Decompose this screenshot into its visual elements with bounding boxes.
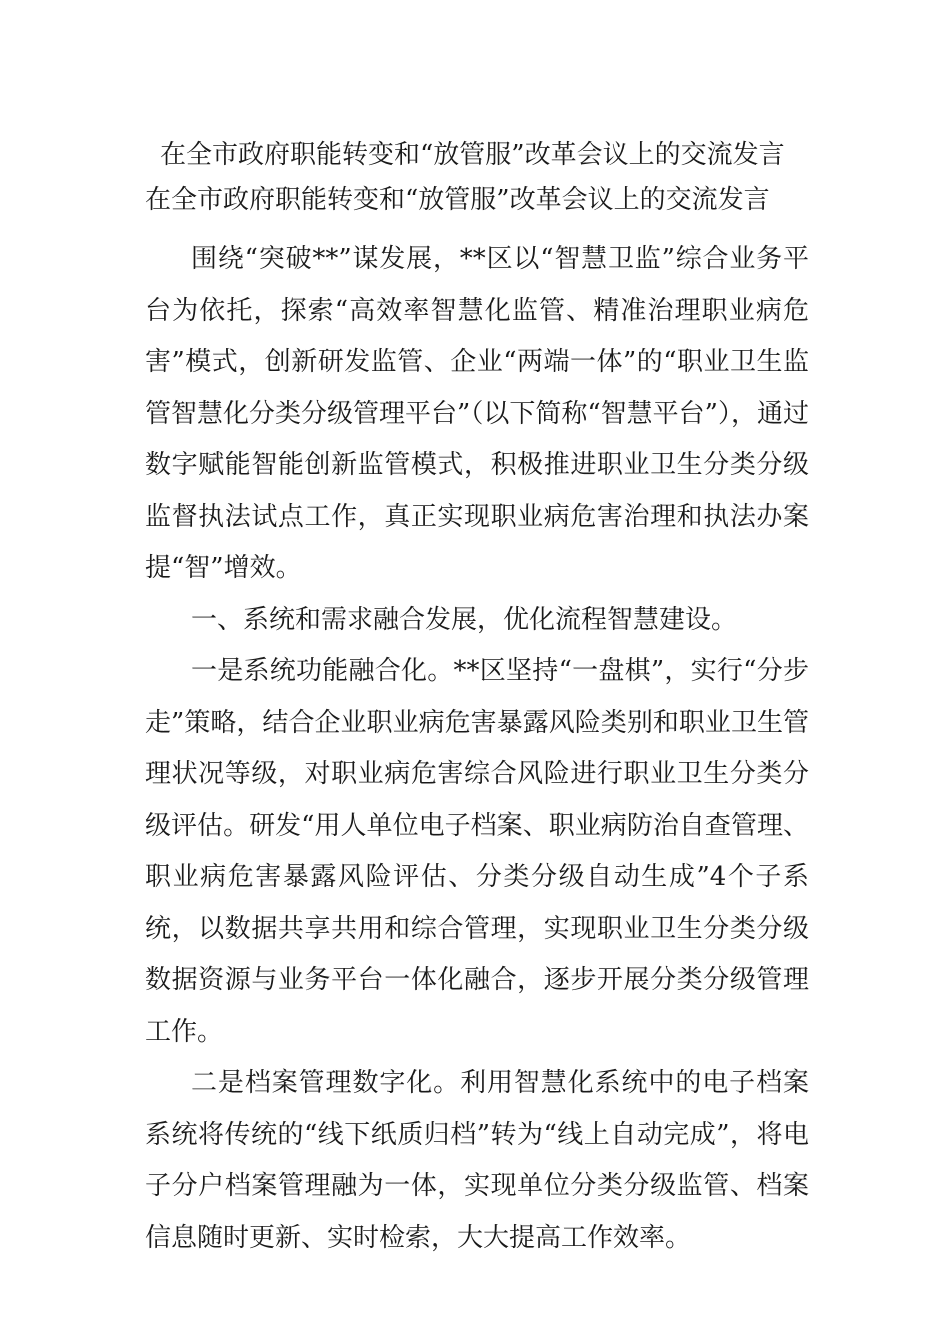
document-title: 在全市政府职能转变和“放管服”改革会议上的交流发言 [160,140,785,170]
document-subtitle: 在全市政府职能转变和“放管服”改革会议上的交流发言 [145,185,770,215]
paragraph-intro: 围绕“突破**”谋发展，**区以“智慧卫监”综合业务平台为依托，探索“高效率智慧化监管、精准治理职业病危害”模式，创新研发监管、企业“两端一体”的“职业卫生监管智慧化分类分级管理平台”（以下简称“智慧平台”），通过数字赋能智能创新监管模式，积极推进职业卫生分类分级监督执法试点工作，真正实现职业病危害治理和执法办案提“智”增效。 [145,244,809,583]
section-heading-1: 一、系统和需求融合发展，优化流程智慧建设。 [191,604,738,635]
paragraph-system-integration: 一是系统功能融合化。**区坚持“一盘棋”，实行“分步走”策略，结合企业职业病危害暴露风险类别和职业卫生管理状况等级，对职业病危害综合风险进行职业卫生分类分级评估。研发“用人单位电子档案、职业病防治自查管理、职业病危害暴露风险评估、分类分级自动生成”4个子系统，以数据共享共用和综合管理，实现职业卫生分类分级数据资源与业务平台一体化融合，逐步开展分类分级管理工作。 [145,656,809,1047]
document-body [145,234,809,1264]
paragraph-archive-digitization: 二是档案管理数字化。利用智慧化系统中的电子档案系统将传统的“线下纸质归档”转为“线上自动完成”，将电子分户档案管理融为一体，实现单位分类分级监管、档案信息随时更新、实时检索，大大提高工作效率。 [145,1068,809,1253]
